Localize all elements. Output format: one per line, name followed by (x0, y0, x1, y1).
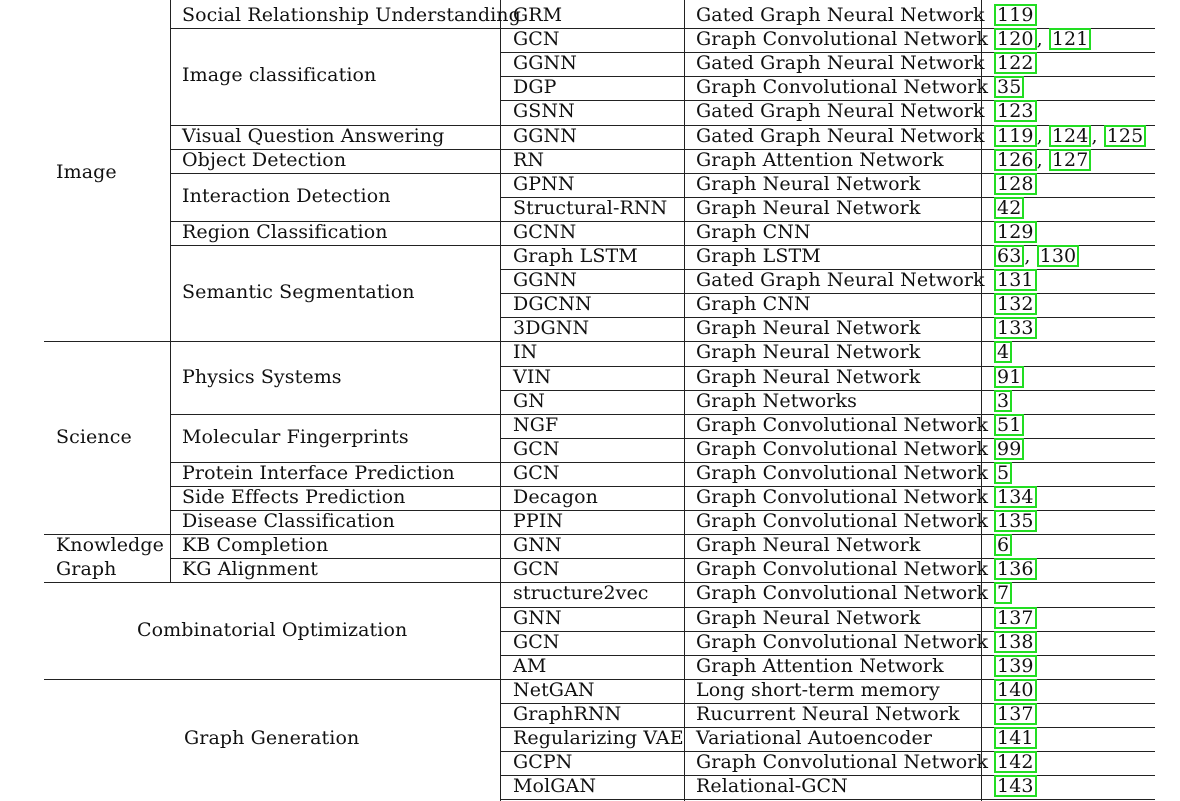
model-cell: GNN (513, 607, 562, 629)
model-cell: GGNN (513, 269, 578, 291)
reference-cell (994, 413, 1024, 437)
citation-link[interactable]: 131 (994, 269, 1037, 291)
type-cell: Graph Convolutional Network (696, 510, 989, 532)
type-cell: Graph Neural Network (696, 317, 921, 339)
citation-link[interactable]: 123 (994, 100, 1037, 122)
reference-cell (994, 774, 1037, 798)
model-cell: MolGAN (513, 775, 597, 797)
citation-link[interactable]: 141 (994, 727, 1037, 749)
row-rule (500, 799, 1155, 800)
citation-link[interactable]: 42 (994, 197, 1024, 219)
reference-cell (994, 51, 1037, 75)
citation-link[interactable]: 135 (994, 510, 1037, 532)
type-cell: Graph LSTM (696, 245, 821, 267)
citation-link[interactable]: 120 (994, 28, 1037, 50)
task-rule (170, 245, 500, 246)
reference-cell (994, 533, 1012, 557)
task-cell: Visual Question Answering (182, 125, 445, 147)
task-cell: KG Alignment (182, 558, 319, 580)
reference-cell (994, 244, 1079, 268)
task-cell: Social Relationship Understanding (182, 4, 521, 26)
citation-link[interactable]: 7 (994, 582, 1012, 604)
type-cell: Graph Convolutional Network (696, 582, 989, 604)
model-cell: 3DGNN (513, 317, 590, 339)
row-rule (500, 221, 1155, 222)
reference-cell (994, 220, 1037, 244)
citation-link[interactable]: 137 (994, 607, 1037, 629)
reference-cell (994, 750, 1037, 774)
model-cell: DGP (513, 76, 557, 98)
citation-link[interactable]: 126 (994, 149, 1037, 171)
reference-cell (994, 678, 1037, 702)
citation-link[interactable]: 138 (994, 631, 1037, 653)
reference-cell (994, 726, 1037, 750)
task-cell: KB Completion (182, 534, 329, 556)
type-cell: Graph Attention Network (696, 655, 944, 677)
task-rule (170, 414, 500, 415)
merged-cell: Combinatorial Optimization (137, 619, 408, 641)
model-cell: GCN (513, 28, 560, 50)
citation-link[interactable]: 134 (994, 486, 1037, 508)
citation-link[interactable]: 3 (994, 390, 1012, 412)
citation-link[interactable]: 35 (994, 76, 1024, 98)
model-cell: GSNN (513, 100, 575, 122)
citation-link[interactable]: 140 (994, 679, 1037, 701)
reference-cell (994, 268, 1037, 292)
type-cell: Gated Graph Neural Network (696, 100, 985, 122)
task-cell: Region Classification (182, 221, 388, 243)
model-cell: Regularizing VAE (513, 727, 684, 749)
task-cell: Protein Interface Prediction (182, 462, 455, 484)
citation-link[interactable]: 119 (994, 4, 1037, 26)
type-cell: Variational Autoencoder (696, 727, 933, 749)
reference-cell (994, 606, 1037, 630)
type-cell: Graph Convolutional Network (696, 438, 989, 460)
citation-link[interactable]: 137 (994, 703, 1037, 725)
type-cell: Graph Networks (696, 390, 857, 412)
reference-cell (994, 437, 1024, 461)
reference-separator: , (1024, 245, 1037, 267)
type-cell: Graph Neural Network (696, 197, 921, 219)
type-cell: Graph Neural Network (696, 607, 921, 629)
citation-link[interactable]: 51 (994, 414, 1024, 436)
type-cell: Graph Convolutional Network (696, 486, 989, 508)
reference-cell (994, 557, 1037, 581)
task-cell: Physics Systems (182, 366, 342, 388)
model-cell: GGNN (513, 125, 578, 147)
model-cell: GRM (513, 4, 563, 26)
citation-link[interactable]: 143 (994, 775, 1037, 797)
reference-separator: , (1036, 125, 1049, 147)
row-rule (500, 293, 1155, 294)
task-cell: Disease Classification (182, 510, 395, 532)
model-cell: PPIN (513, 510, 564, 532)
reference-cell (994, 99, 1037, 123)
model-cell: GCN (513, 438, 560, 460)
citation-link[interactable]: 6 (994, 534, 1012, 556)
model-cell: Decagon (513, 486, 598, 508)
model-cell: GCN (513, 558, 560, 580)
task-cell: Semantic Segmentation (182, 281, 415, 303)
type-cell: Rucurrent Neural Network (696, 703, 960, 725)
task-rule (170, 341, 500, 342)
reference-cell (994, 27, 1091, 51)
reference-cell (994, 124, 1146, 148)
citation-link[interactable]: 136 (994, 558, 1037, 580)
reference-cell (994, 485, 1037, 509)
column-rule-type (684, 0, 685, 801)
type-cell: Graph Convolutional Network (696, 558, 989, 580)
reference-cell (994, 3, 1037, 27)
reference-cell (994, 172, 1037, 196)
model-cell: GNN (513, 534, 562, 556)
citation-link[interactable]: 130 (1037, 245, 1080, 267)
type-cell: Gated Graph Neural Network (696, 125, 985, 147)
type-cell: Graph Convolutional Network (696, 631, 989, 653)
model-cell: GCPN (513, 751, 573, 773)
domain-cell: Knowledge (56, 534, 164, 556)
domain-rule (44, 679, 500, 680)
citation-link[interactable]: 128 (994, 173, 1037, 195)
reference-cell (994, 75, 1024, 99)
reference-cell (994, 702, 1037, 726)
domain-rule (44, 582, 500, 583)
model-cell: NGF (513, 414, 559, 436)
reference-cell (994, 292, 1037, 316)
reference-cell (994, 630, 1037, 654)
citation-link[interactable]: 5 (994, 462, 1012, 484)
type-cell: Graph CNN (696, 221, 811, 243)
domain-rule (44, 341, 170, 342)
reference-cell (994, 148, 1091, 172)
type-cell: Graph Convolutional Network (696, 414, 989, 436)
task-cell: Side Effects Prediction (182, 486, 406, 508)
domain-cell: Image (56, 161, 117, 183)
citation-link[interactable]: 127 (1049, 149, 1092, 171)
type-cell: Long short-term memory (696, 679, 940, 701)
citation-link[interactable]: 121 (1049, 28, 1092, 50)
task-rule (170, 173, 500, 174)
reference-cell (994, 316, 1037, 340)
model-cell: Graph LSTM (513, 245, 638, 267)
type-cell: Relational-GCN (696, 775, 848, 797)
type-cell: Graph Neural Network (696, 534, 921, 556)
reference-cell (994, 581, 1012, 605)
citation-link[interactable]: 122 (994, 52, 1037, 74)
task-cell: Molecular Fingerprints (182, 426, 409, 448)
model-cell: AM (513, 655, 547, 677)
citation-link[interactable]: 129 (994, 221, 1037, 243)
type-cell: Graph Neural Network (696, 341, 921, 363)
model-cell: structure2vec (513, 582, 649, 604)
citation-link[interactable]: 139 (994, 655, 1037, 677)
model-cell: GCN (513, 462, 560, 484)
type-cell: Gated Graph Neural Network (696, 269, 985, 291)
domain-cell: Science (56, 426, 132, 448)
citation-link[interactable]: 133 (994, 317, 1037, 339)
type-cell: Graph Convolutional Network (696, 76, 989, 98)
domain-cell: Graph (56, 558, 117, 580)
model-cell: GCNN (513, 221, 577, 243)
type-cell: Gated Graph Neural Network (696, 4, 985, 26)
reference-cell (994, 461, 1012, 485)
model-cell: RN (513, 149, 545, 171)
model-cell: GGNN (513, 52, 578, 74)
reference-cell (994, 654, 1037, 678)
reference-cell (994, 365, 1024, 389)
model-cell: NetGAN (513, 679, 595, 701)
reference-cell (994, 509, 1037, 533)
column-rule-task (170, 0, 171, 582)
type-cell: Graph Attention Network (696, 149, 944, 171)
model-cell: GraphRNN (513, 703, 622, 725)
type-cell: Graph Neural Network (696, 366, 921, 388)
type-cell: Gated Graph Neural Network (696, 52, 985, 74)
citation-link[interactable]: 91 (994, 366, 1024, 388)
model-cell: GCN (513, 631, 560, 653)
citation-link[interactable]: 4 (994, 341, 1012, 363)
type-cell: Graph Convolutional Network (696, 462, 989, 484)
reference-separator: , (1091, 125, 1104, 147)
citation-link[interactable]: 132 (994, 293, 1037, 315)
citation-link[interactable]: 142 (994, 751, 1037, 773)
reference-cell (994, 196, 1024, 220)
merged-cell: Graph Generation (184, 727, 360, 749)
type-cell: Graph CNN (696, 293, 811, 315)
citation-link[interactable]: 119 (994, 125, 1037, 147)
column-rule-model (500, 0, 501, 801)
task-cell: Image classification (182, 64, 377, 86)
type-cell: Graph Neural Network (696, 173, 921, 195)
citation-link[interactable]: 125 (1104, 125, 1147, 147)
reference-cell (994, 389, 1012, 413)
model-cell: GN (513, 390, 546, 412)
task-cell: Interaction Detection (182, 185, 391, 207)
reference-separator: , (1036, 149, 1049, 171)
model-cell: Structural-RNN (513, 197, 668, 219)
model-cell: DGCNN (513, 293, 592, 315)
model-cell: VIN (513, 366, 552, 388)
citation-link[interactable]: 124 (1049, 125, 1092, 147)
type-cell: Graph Convolutional Network (696, 751, 989, 773)
model-cell: GPNN (513, 173, 575, 195)
type-cell: Graph Convolutional Network (696, 28, 989, 50)
task-cell: Object Detection (182, 149, 347, 171)
task-rule (170, 28, 500, 29)
reference-separator: , (1036, 28, 1049, 50)
citation-link[interactable]: 99 (994, 438, 1024, 460)
model-cell: IN (513, 341, 538, 363)
citation-link[interactable]: 63 (994, 245, 1024, 267)
reference-cell (994, 340, 1012, 364)
